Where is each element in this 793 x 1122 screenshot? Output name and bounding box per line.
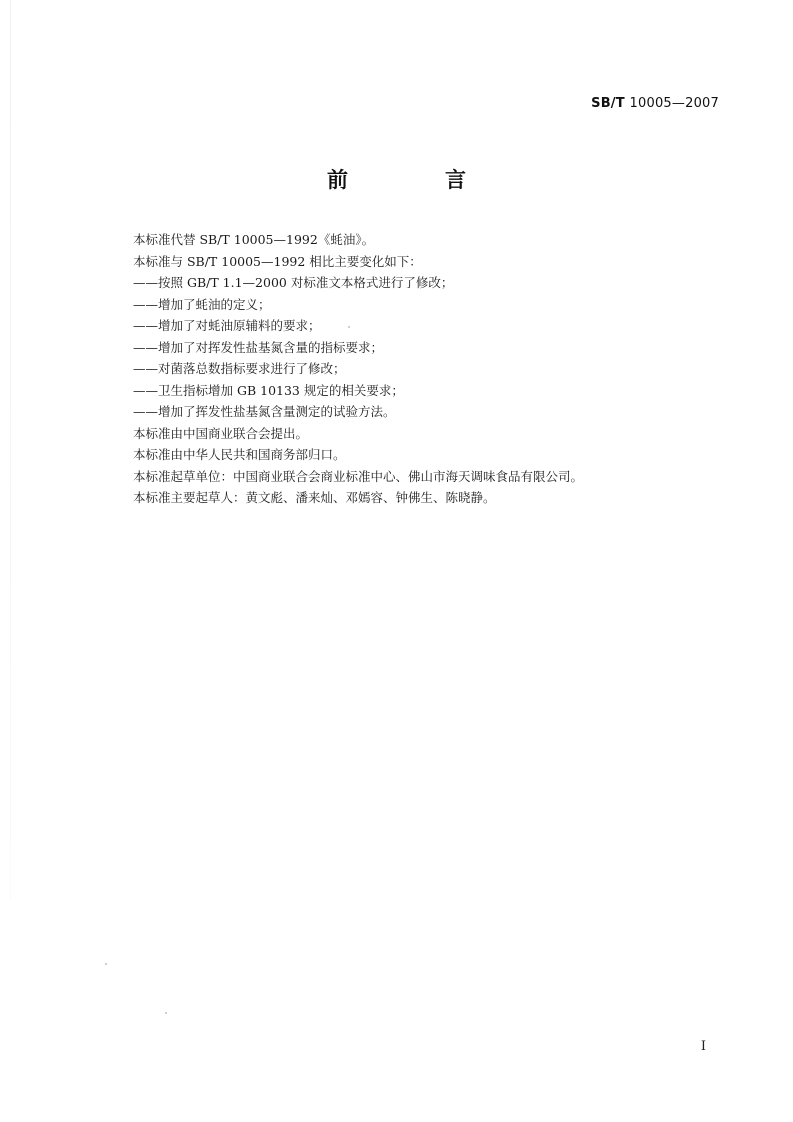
foreword-line: 本标准代替 SB/T 10005—1992《蚝油》。 bbox=[133, 232, 375, 247]
foreword-line: 本标准由中国商业联合会提出。 bbox=[133, 425, 309, 441]
page-number: I bbox=[700, 1039, 706, 1054]
foreword-line: ——卫生指标增加 GB 10133 规定的相关要求； bbox=[133, 382, 404, 398]
standard-code bbox=[591, 96, 719, 111]
foreword-line: ——对菌落总数指标要求进行了修改； bbox=[133, 361, 346, 376]
foreword-line: ——增加了挥发性盐基氮含量测定的试验方法。 bbox=[133, 404, 396, 419]
foreword-body bbox=[133, 229, 733, 509]
foreword-line: 本标准起草单位：中国商业联合会商业标准中心、佛山市海天调味食品有限公司。 bbox=[133, 468, 584, 484]
standard-code-number: 10005—2007 bbox=[629, 96, 719, 111]
scan-speck bbox=[105, 963, 107, 965]
scan-edge-shadow bbox=[10, 0, 11, 900]
foreword-line: ——增加了对蚝油原辅料的要求； bbox=[133, 318, 321, 333]
foreword-line: 本标准由中华人民共和国商务部归口。 bbox=[133, 447, 346, 462]
foreword-line: 本标准主要起草人：黄文彪、潘来灿、邓嫣容、钟佛生、陈晓静。 bbox=[133, 490, 496, 505]
foreword-line: 本标准与 SB/T 10005—1992 相比主要变化如下： bbox=[133, 253, 422, 269]
page-title: 前 言 bbox=[327, 168, 504, 192]
foreword-line: ——增加了对挥发性盐基氮含量的指标要求； bbox=[133, 339, 384, 355]
foreword-line: ——增加了蚝油的定义； bbox=[133, 296, 271, 312]
scan-speck bbox=[348, 326, 350, 328]
foreword-line: ——按照 GB/T 1.1—2000 对标准文本格式进行了修改； bbox=[133, 275, 454, 290]
scan-speck bbox=[165, 1012, 167, 1014]
standard-code-prefix: SB/T bbox=[591, 96, 625, 111]
